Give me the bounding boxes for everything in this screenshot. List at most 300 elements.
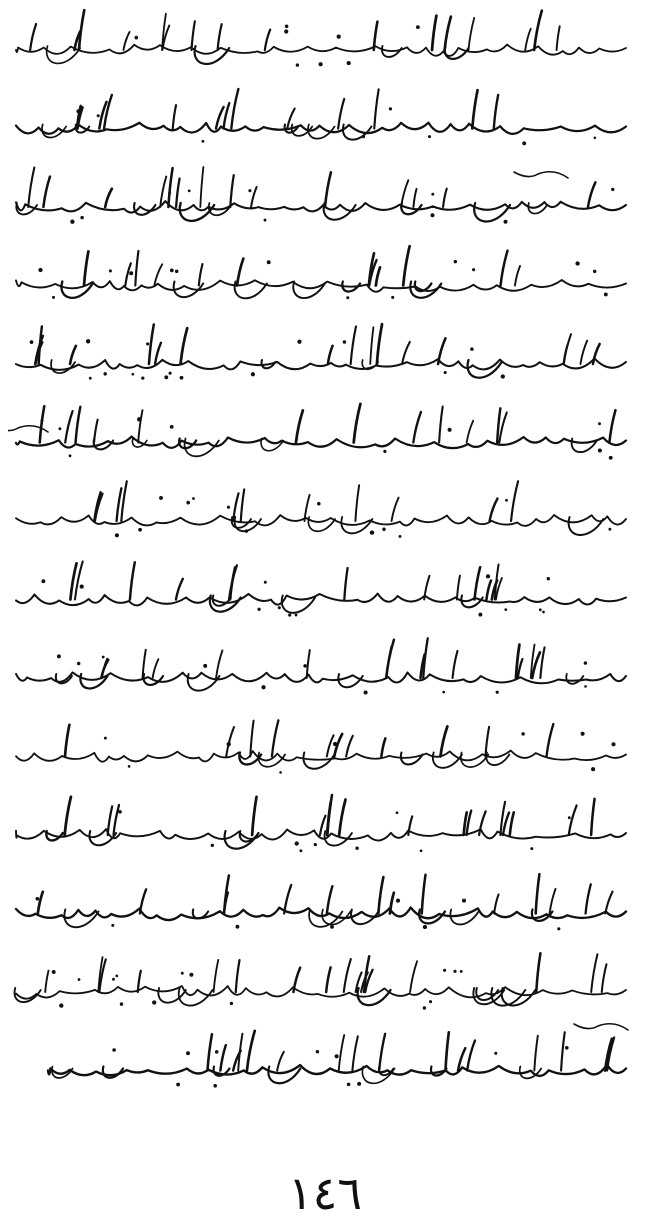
ink-dot — [59, 1003, 63, 1007]
handwritten-line — [16, 561, 626, 616]
ink-dot — [188, 190, 191, 193]
ink-dot — [443, 969, 446, 972]
ink-stroke — [566, 674, 583, 684]
ink-stroke — [216, 107, 224, 129]
ink-stroke — [220, 1045, 225, 1070]
ink-stroke — [237, 259, 243, 286]
ink-stroke — [140, 889, 146, 913]
ink-stroke — [344, 959, 351, 992]
ink-stroke — [65, 797, 71, 835]
ink-dot — [58, 427, 61, 430]
ink-dot — [131, 373, 134, 376]
ink-dot — [168, 192, 171, 195]
ink-stroke — [564, 334, 571, 364]
ink-dot — [227, 506, 230, 509]
ink-stroke — [546, 724, 553, 757]
ink-stroke — [602, 964, 607, 992]
ink-dot — [584, 685, 587, 688]
ink-stroke — [445, 1032, 448, 1070]
ink-stroke — [176, 179, 179, 207]
ink-dot — [399, 535, 402, 538]
ink-stroke — [176, 579, 183, 600]
ink-dot — [505, 499, 508, 502]
ink-dot — [453, 970, 456, 973]
ink-stroke — [16, 358, 626, 369]
ink-dot — [382, 528, 386, 532]
ink-dot — [314, 843, 317, 846]
ink-dot — [111, 924, 114, 927]
ink-dot — [611, 742, 615, 746]
ink-dot — [134, 36, 138, 40]
ink-dot — [470, 347, 474, 351]
ink-dot — [288, 614, 291, 617]
ink-stroke — [138, 410, 142, 442]
ink-stroke — [229, 565, 237, 599]
handwritten-line — [15, 953, 626, 1009]
ink-dot — [504, 220, 508, 224]
ink-dot — [448, 428, 452, 432]
ink-dot — [316, 1050, 319, 1053]
ink-dot — [189, 973, 193, 977]
ink-stroke — [586, 884, 591, 913]
ink-stroke — [580, 341, 587, 364]
ink-stroke — [38, 892, 43, 914]
ink-stroke — [557, 26, 560, 50]
ink-stroke — [16, 515, 626, 526]
ink-stroke — [413, 189, 416, 207]
ink-dot — [264, 219, 267, 222]
ink-dot — [472, 268, 475, 271]
ink-stroke — [486, 581, 491, 600]
ink-dot — [330, 925, 334, 929]
ink-dot — [186, 501, 190, 505]
ink-dot — [346, 296, 349, 299]
ink-dot — [230, 1002, 233, 1005]
ink-dot — [30, 340, 34, 344]
ink-dot — [609, 456, 613, 460]
ink-dot — [494, 1052, 497, 1055]
ink-dot — [396, 811, 399, 814]
ink-stroke — [149, 324, 154, 364]
ink-dot — [141, 376, 144, 379]
ink-stroke — [287, 109, 294, 129]
ink-stroke — [591, 799, 594, 835]
ink-stroke — [113, 805, 119, 835]
ink-dot — [303, 664, 307, 668]
handwritten-line — [16, 874, 626, 930]
ink-stroke — [468, 18, 474, 50]
ink-stroke — [376, 267, 380, 285]
ink-stroke — [494, 95, 498, 129]
ink-dot — [175, 270, 178, 273]
ink-stroke — [65, 725, 69, 757]
ink-stroke — [104, 95, 112, 129]
ink-stroke — [457, 576, 460, 600]
ink-dot — [109, 269, 112, 272]
ink-dot — [335, 1054, 339, 1058]
ink-dot — [297, 340, 301, 344]
ink-dot — [235, 925, 239, 929]
ink-dot — [430, 213, 434, 217]
ink-stroke — [510, 812, 514, 835]
ink-dot — [383, 450, 386, 453]
ink-stroke — [154, 264, 162, 285]
ink-stroke — [339, 800, 345, 835]
ink-dot — [264, 581, 267, 584]
ink-dot — [396, 899, 400, 903]
ink-stroke — [40, 406, 45, 442]
ink-stroke — [135, 251, 138, 286]
ink-dot — [460, 970, 463, 973]
ink-dot — [416, 25, 420, 29]
ink-dot — [69, 454, 72, 457]
ink-stroke — [153, 659, 159, 678]
ink-dot — [391, 296, 394, 299]
ink-dot — [295, 614, 298, 617]
ink-dot — [530, 847, 533, 850]
ink-dot — [102, 656, 105, 659]
ink-dot — [584, 661, 587, 664]
ink-dot — [428, 135, 431, 138]
ink-stroke — [130, 562, 135, 599]
ink-stroke — [277, 1052, 284, 1071]
ink-dot — [152, 1000, 156, 1004]
ink-dot — [542, 611, 545, 614]
ink-stroke — [214, 960, 219, 992]
ink-dot — [598, 422, 601, 425]
ink-stroke — [423, 638, 428, 678]
ink-stroke — [378, 877, 383, 913]
ink-dot — [112, 978, 115, 981]
ink-dot — [201, 140, 204, 143]
ink-dot — [164, 375, 168, 379]
ink-dot — [170, 269, 174, 273]
ink-stroke — [433, 753, 462, 768]
ink-dot — [129, 271, 133, 275]
ink-stroke — [536, 874, 540, 913]
ink-dot — [575, 261, 579, 265]
ink-stroke — [199, 264, 203, 285]
ink-dot — [251, 372, 255, 376]
ink-dot — [462, 899, 466, 903]
ink-dot — [186, 1051, 190, 1055]
ink-dot — [267, 260, 271, 264]
ink-stroke — [374, 89, 378, 128]
ink-dot — [444, 371, 447, 374]
ink-stroke — [501, 251, 508, 286]
ink-stroke — [515, 266, 520, 286]
ink-stroke — [410, 961, 417, 992]
ink-dot — [176, 1083, 180, 1087]
ink-dot — [333, 742, 337, 746]
ink-dot — [591, 767, 595, 771]
ink-dot — [41, 579, 45, 583]
ink-stroke — [30, 24, 36, 50]
ink-stroke — [230, 175, 233, 207]
ink-dot — [128, 765, 131, 768]
ink-dot — [213, 1084, 217, 1088]
ink-dot — [423, 1006, 426, 1009]
ink-stroke — [494, 894, 498, 913]
ink-dot — [299, 849, 302, 852]
handwritten-line — [16, 720, 626, 773]
ink-dot — [227, 742, 231, 746]
ink-dot — [70, 220, 74, 224]
ink-stroke — [355, 485, 359, 521]
ink-dot — [442, 691, 445, 694]
ink-dot — [420, 849, 423, 852]
ink-stroke — [392, 498, 399, 521]
ink-stroke — [80, 674, 107, 688]
ink-dot — [215, 1050, 219, 1054]
ink-stroke — [303, 753, 334, 769]
ink-dot — [347, 61, 351, 65]
handwritten-lines — [8, 0, 642, 1230]
ink-dot — [257, 608, 260, 611]
ink-stroke — [525, 29, 530, 50]
handwritten-line — [16, 246, 626, 299]
ink-stroke — [168, 168, 172, 207]
ink-stroke — [218, 24, 222, 50]
ink-stroke — [561, 1032, 565, 1070]
ink-stroke — [352, 1036, 357, 1070]
ink-stroke — [605, 892, 612, 914]
ink-stroke — [192, 21, 195, 50]
ink-dot — [343, 340, 347, 344]
ink-dot — [454, 260, 457, 263]
ink-dot — [347, 1083, 351, 1087]
ink-stroke — [502, 988, 536, 1005]
ink-dot — [35, 897, 39, 901]
ink-stroke — [511, 481, 518, 521]
ink-stroke — [588, 182, 595, 207]
ink-stroke — [453, 651, 458, 678]
ink-stroke — [438, 338, 445, 364]
ink-dot — [261, 685, 265, 689]
ink-dot — [77, 662, 81, 666]
ink-dot — [547, 577, 550, 580]
ink-dot — [180, 376, 184, 380]
ink-stroke — [293, 968, 300, 992]
ink-dot — [370, 530, 374, 534]
ink-dot — [115, 533, 119, 537]
ink-stroke — [379, 1034, 385, 1071]
ink-stroke — [339, 1035, 344, 1070]
marginal-note — [514, 172, 568, 178]
ink-stroke — [503, 813, 509, 835]
ink-stroke — [354, 404, 361, 443]
ink-dot — [76, 109, 80, 113]
ink-stroke — [261, 439, 283, 451]
marginal-note — [574, 1024, 628, 1030]
ink-dot — [568, 816, 571, 819]
ink-stroke — [346, 736, 353, 757]
ink-stroke — [327, 886, 332, 913]
ink-dot — [355, 846, 358, 849]
handwritten-line — [16, 324, 626, 380]
ink-stroke — [236, 960, 240, 992]
ink-stroke — [207, 1034, 211, 1070]
ink-dot — [598, 448, 602, 452]
ink-dot — [296, 63, 299, 66]
ink-stroke — [79, 10, 84, 50]
ink-stroke — [247, 1031, 255, 1071]
handwritten-line — [16, 638, 626, 694]
ink-dot — [278, 606, 281, 609]
ink-dot — [245, 529, 248, 532]
ink-stroke — [344, 568, 347, 599]
ink-stroke — [439, 407, 443, 443]
ink-stroke — [474, 567, 480, 599]
ink-dot — [604, 292, 608, 296]
ink-stroke — [16, 594, 626, 606]
ink-dot — [103, 372, 106, 375]
ink-stroke — [216, 650, 222, 678]
ink-stroke — [609, 410, 615, 442]
ink-stroke — [252, 797, 256, 835]
ink-stroke — [16, 751, 626, 762]
ink-stroke — [65, 411, 72, 442]
ink-stroke — [370, 327, 373, 364]
ink-dot — [137, 417, 141, 421]
ink-stroke — [490, 499, 498, 521]
ink-stroke — [467, 1040, 475, 1070]
ink-stroke — [28, 167, 34, 207]
ink-stroke — [123, 32, 129, 50]
handwritten-line — [16, 10, 626, 67]
ink-stroke — [443, 189, 447, 207]
ink-dot — [248, 189, 251, 192]
handwritten-line — [16, 481, 626, 538]
ink-dot — [362, 135, 365, 138]
ink-stroke — [569, 805, 577, 835]
ink-dot — [557, 927, 560, 930]
ink-dot — [112, 1048, 116, 1052]
ink-dot — [337, 34, 341, 38]
ink-stroke — [534, 11, 542, 50]
ink-dot — [203, 664, 207, 668]
ink-stroke — [432, 16, 436, 50]
ink-dot — [539, 608, 542, 611]
ink-stroke — [181, 328, 188, 364]
ink-stroke — [472, 90, 477, 128]
page-number: ١٤٦ — [287, 1166, 363, 1220]
ink-dot — [170, 425, 174, 429]
ink-stroke — [265, 30, 270, 50]
ink-stroke — [284, 885, 291, 914]
ink-dot — [504, 608, 507, 611]
ink-stroke — [173, 105, 176, 128]
handwritten-line — [48, 1031, 626, 1088]
ink-stroke — [45, 971, 48, 992]
ink-dot — [211, 844, 214, 847]
handwritten-line — [16, 89, 626, 145]
ink-stroke — [226, 727, 234, 756]
ink-stroke — [200, 167, 203, 207]
ink-dot — [285, 25, 289, 29]
ink-dot — [521, 732, 525, 736]
ink-dot — [38, 268, 42, 272]
ink-stroke — [328, 346, 333, 364]
ink-dot — [431, 193, 434, 196]
ink-stroke — [422, 875, 426, 914]
ink-dot — [192, 497, 195, 500]
ink-dot — [169, 372, 172, 375]
ink-dot — [86, 339, 90, 343]
ink-dot — [501, 374, 505, 378]
ink-stroke — [591, 954, 597, 992]
ink-stroke — [251, 187, 257, 207]
ink-dot — [120, 1002, 123, 1005]
ink-stroke — [16, 123, 626, 134]
ink-stroke — [121, 481, 126, 521]
ink-dot — [279, 771, 282, 774]
ink-dot — [104, 737, 107, 740]
ink-dot — [423, 925, 427, 929]
ink-dot — [159, 496, 163, 500]
ink-dot — [181, 972, 184, 975]
ink-dot — [118, 810, 122, 814]
ink-dot — [317, 502, 321, 506]
ink-dot — [97, 114, 100, 117]
ink-dot — [593, 270, 596, 273]
ink-stroke — [326, 967, 330, 992]
ink-stroke — [84, 251, 88, 285]
ink-dot — [138, 528, 142, 532]
ink-dot — [522, 141, 526, 145]
ink-stroke — [467, 421, 474, 443]
ink-dot — [357, 1082, 361, 1086]
ink-dot — [80, 216, 84, 220]
ink-stroke — [188, 674, 220, 691]
ink-stroke — [402, 342, 410, 364]
ink-dot — [318, 62, 322, 66]
ink-dot — [478, 613, 482, 617]
ink-stroke — [296, 410, 303, 442]
ink-stroke — [381, 738, 385, 756]
ink-stroke — [231, 89, 238, 129]
ink-dot — [581, 732, 585, 736]
ink-dot — [594, 137, 597, 140]
ink-stroke — [413, 412, 421, 443]
ink-stroke — [327, 735, 334, 756]
ink-dot — [78, 978, 81, 981]
ink-stroke — [241, 489, 244, 521]
ink-dot — [52, 296, 55, 299]
handwritten-line — [16, 404, 626, 460]
ink-stroke — [108, 806, 112, 835]
ink-dot — [295, 841, 299, 845]
ink-dot — [115, 975, 118, 978]
ink-dot — [52, 970, 56, 974]
ink-stroke — [105, 189, 112, 207]
handwritten-text-block — [8, 0, 642, 1230]
ink-dot — [364, 690, 368, 694]
ink-stroke — [293, 282, 325, 299]
ink-stroke — [76, 407, 81, 443]
ink-dot — [57, 654, 61, 658]
ink-dot — [389, 107, 392, 110]
ink-stroke — [550, 889, 556, 914]
ink-dot — [40, 419, 43, 422]
ink-stroke — [440, 726, 447, 756]
ink-stroke — [534, 1036, 537, 1071]
ink-dot — [146, 342, 149, 345]
ink-stroke — [351, 326, 356, 364]
ink-stroke — [43, 177, 50, 207]
ink-dot — [429, 1000, 432, 1003]
ink-stroke — [445, 46, 469, 59]
